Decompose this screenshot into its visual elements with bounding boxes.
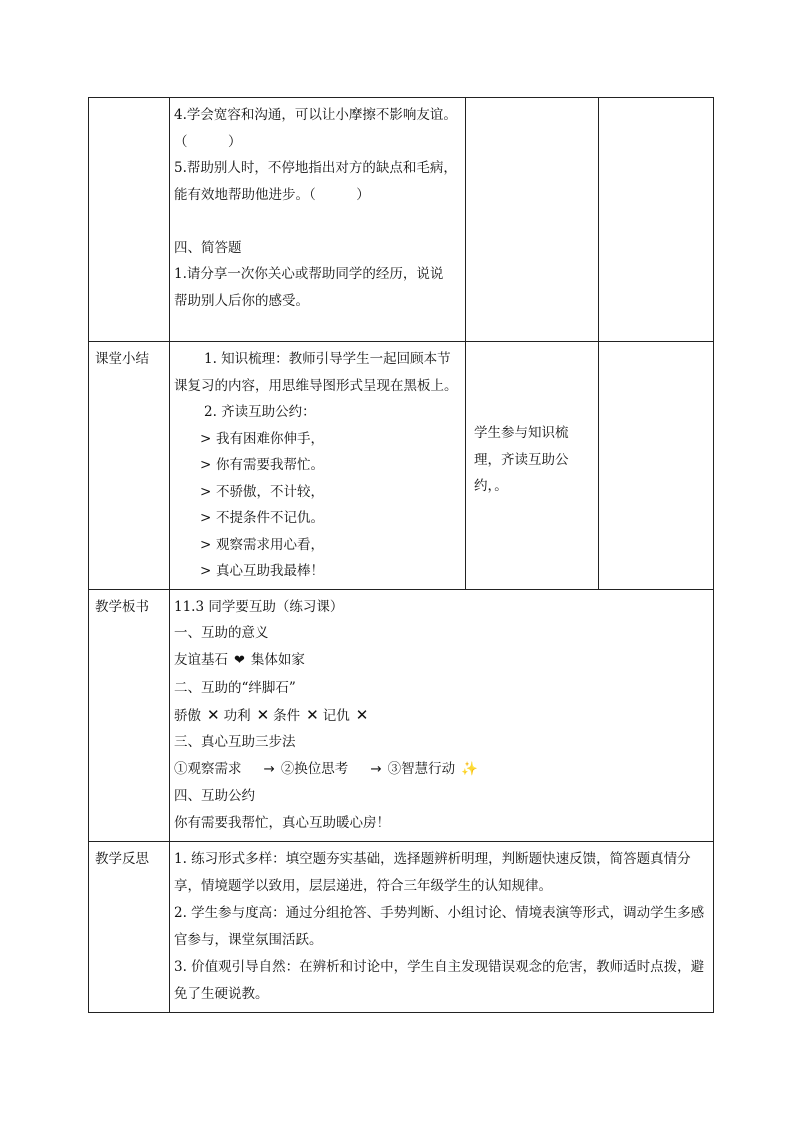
obstacle-item: 条件: [273, 707, 301, 724]
pact-text: 观察需求用心看，: [216, 536, 324, 553]
bullet-marker: >: [200, 457, 212, 473]
cross-icon: ✕: [306, 705, 319, 724]
pact-text: 我有困难你伸手，: [216, 430, 324, 447]
heart-icon: ❤: [234, 653, 245, 669]
short-answer-q1-line1: 1.请分享一次你关心或帮助同学的经历，说说: [174, 266, 444, 282]
reflection-label-cell: [89, 841, 170, 1012]
board-section-2: 二、互助的“绊脚石”: [174, 679, 296, 696]
pact-line-1: [174, 426, 459, 453]
board-section-1: 一、互助的意义: [174, 625, 269, 642]
activity-line-1: 学生参与知识梳: [474, 425, 569, 441]
summary-content-cell: [170, 342, 466, 590]
obstacle-item: 记仇: [322, 707, 350, 724]
board-section-4: 四、互助公约: [174, 788, 255, 805]
activity-line-2: 理，齐读互助公: [474, 451, 569, 468]
summary-point-2: 2. 齐读互助公约：: [204, 404, 316, 420]
board-content-cell: [170, 589, 714, 841]
class-like-home: 集体如家: [250, 652, 305, 669]
judge-item-5-line2: 能有效地帮助他进步。（ ）: [174, 186, 370, 203]
reflection-row: [89, 841, 714, 1012]
pact-text: 不提条件不记仇。: [216, 510, 324, 526]
pact-line-5: [174, 532, 459, 559]
spacer: [174, 208, 459, 235]
summary-label: 课堂小结: [95, 351, 149, 367]
summary-activity-cell: [466, 342, 599, 590]
design-intent-cell-empty: [599, 98, 714, 342]
bullet-marker: >: [200, 483, 212, 500]
reflection-point-3: 3. 价值观引导自然：在辨析和讨论中，学生自主发现错误观念的危害，教师适时点拨，避免了生硬说教。: [174, 958, 705, 1002]
arrow-right-icon: →: [370, 761, 382, 778]
activity-line-3: 约，。: [474, 478, 508, 494]
friendship-cornerstone: 友谊基石: [174, 652, 228, 669]
short-answer-heading: 四、简答题: [174, 239, 242, 256]
cross-icon: ✕: [207, 705, 220, 724]
reflection-content-cell: [170, 841, 714, 1012]
pact-line-4: [174, 505, 459, 532]
bullet-marker: >: [200, 563, 212, 579]
judge-item-5-line1: 5.帮助别人时，不停地指出对方的缺点和毛病，: [174, 160, 457, 176]
obstacle-item: 骄傲: [174, 707, 201, 724]
short-answer-q1-line2: 帮助别人后你的感受。: [174, 292, 309, 309]
step-observe: ①观察需求: [174, 761, 242, 778]
reflection-label: 教学反思: [95, 850, 149, 867]
sparkle-icon: ✨: [461, 761, 478, 778]
board-section-4-content: 你有需要我帮忙，真心互助暖心房！: [174, 814, 390, 831]
pact-line-3: [174, 479, 459, 506]
pact-line-6: [174, 558, 459, 585]
board-row: [89, 589, 714, 841]
pact-text: 不骄傲，不计较，: [216, 483, 324, 500]
board-section-3-content: [174, 756, 707, 783]
cross-icon: ✕: [355, 705, 369, 724]
judge-item-4-blank: （ ）: [174, 133, 242, 150]
board-section-3: 三、真心互助三步法: [174, 734, 296, 751]
judge-item-4: 4.学会宽容和沟通，可以让小摩擦不影响友谊。: [174, 107, 457, 123]
summary-label-cell: [89, 342, 170, 590]
reflection-point-2: 2. 学生参与度高：通过分组抢答、手势判断、小组讨论、情境表演等形式，调动学生多感官参与，课堂氛围活跃。: [174, 904, 705, 948]
exercise-content-cell: [170, 98, 466, 342]
board-label-cell: [89, 589, 170, 841]
obstacle-item: 功利: [223, 707, 251, 724]
summary-point-1-line1: 1. 知识梳理：教师引导学生一起回顾本节: [204, 351, 451, 367]
step-perspective: ②换位思考: [280, 761, 349, 778]
pact-line-2: [174, 452, 459, 479]
lesson-plan-table: [88, 97, 714, 1013]
bullet-marker: >: [200, 510, 212, 526]
student-activity-cell-empty: [466, 98, 599, 342]
board-section-1-content: [174, 647, 707, 675]
pact-text: 真心互助我最棒！: [216, 563, 324, 579]
board-label: 教学板书: [95, 598, 149, 615]
summary-intent-cell-empty: [599, 342, 714, 590]
cross-icon: ✕: [256, 705, 270, 724]
arrow-right-icon: →: [263, 761, 275, 778]
reflection-point-1: 1. 练习形式多样：填空题夯实基础，选择题辨析明理，判断题快速反馈，简答题真情分享，情境题学以致用，层层递进，符合三年级学生的认知规律。: [174, 850, 691, 894]
board-title: 11.3 同学要互助（练习课）: [174, 598, 344, 615]
exercise-row: [89, 98, 714, 342]
summary-point-1-line2: 课复习的内容，用思维导图形式呈现在黑板上。: [174, 377, 458, 394]
row-label-empty: [89, 98, 170, 342]
step-action: ③智慧行动: [387, 761, 456, 778]
board-section-2-content: [174, 702, 707, 730]
pact-text: 你有需要我帮忙。: [216, 457, 324, 473]
summary-row: [89, 342, 714, 590]
bullet-marker: >: [200, 536, 212, 553]
bullet-marker: >: [200, 430, 212, 447]
